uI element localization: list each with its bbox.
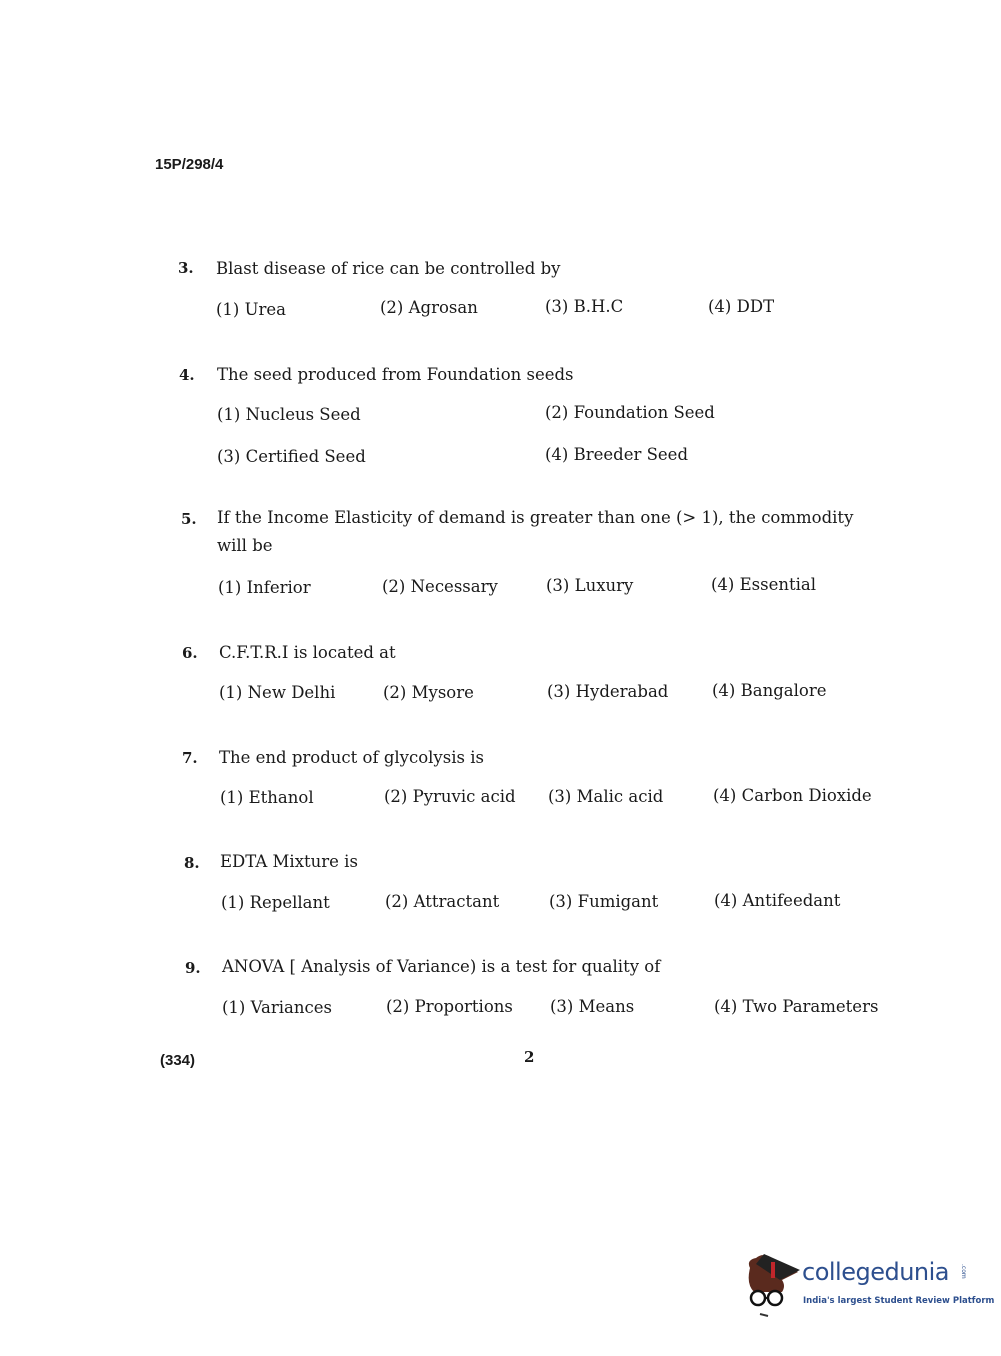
brand-domain: .com	[960, 1264, 967, 1279]
question-text: ANOVA [ Analysis of Variance) is a test for quality of	[222, 957, 661, 976]
answer-option: (3) Malic acid	[548, 787, 664, 806]
answer-option: (4) Antifeedant	[714, 891, 841, 910]
answer-option: (1) Variances	[222, 998, 332, 1017]
answer-option: (2) Agrosan	[380, 298, 478, 317]
question-text: The seed produced from Foundation seeds	[217, 365, 574, 384]
question-text: will be	[217, 536, 273, 555]
answer-option: (4) Essential	[711, 575, 817, 594]
answer-option: (3) Luxury	[546, 576, 634, 595]
question-number: 4.	[179, 366, 195, 384]
answer-option: (1) Nucleus Seed	[217, 405, 361, 424]
answer-option: (2) Mysore	[383, 683, 474, 702]
answer-option: (3) Hyderabad	[547, 682, 669, 701]
page-number: 2	[524, 1048, 535, 1066]
answer-option: (1) Urea	[216, 300, 287, 319]
brand-tagline: India's largest Student Review Platform	[803, 1296, 995, 1306]
question-number: 6.	[182, 644, 198, 662]
question-text: If the Income Elasticity of demand is greater than one (> 1), the commodity	[217, 508, 854, 527]
question-number: 9.	[185, 959, 201, 977]
brand-name: collegedunia	[802, 1258, 950, 1286]
mascot-icon	[742, 1250, 802, 1320]
question-number: 3.	[178, 259, 194, 277]
answer-option: (4) Carbon Dioxide	[713, 786, 872, 805]
answer-option: (3) Certified Seed	[217, 447, 366, 466]
answer-option: (4) DDT	[708, 297, 775, 316]
question-number: 8.	[184, 854, 200, 872]
answer-option: (2) Proportions	[386, 997, 513, 1016]
paper-code: 15P/298/4	[155, 156, 224, 173]
question-text: EDTA Mixture is	[220, 852, 358, 871]
question-text: C.F.T.R.I is located at	[219, 643, 396, 662]
answer-option: (4) Breeder Seed	[545, 445, 689, 464]
booklet-code: (334)	[160, 1052, 196, 1069]
answer-option: (2) Necessary	[382, 577, 498, 596]
question-number: 7.	[182, 749, 198, 767]
answer-option: (3) Means	[550, 997, 635, 1016]
answer-option: (4) Two Parameters	[714, 997, 879, 1016]
answer-option: (3) B.H.C	[545, 297, 624, 316]
question-text: Blast disease of rice can be controlled by	[216, 259, 561, 278]
answer-option: (4) Bangalore	[712, 681, 827, 700]
answer-option: (1) Repellant	[221, 893, 330, 912]
question-text: The end product of glycolysis is	[219, 748, 484, 767]
answer-option: (1) New Delhi	[219, 683, 336, 702]
answer-option: (1) Inferior	[218, 578, 311, 597]
question-number: 5.	[181, 510, 197, 528]
answer-option: (2) Attractant	[385, 892, 500, 911]
answer-option: (3) Fumigant	[549, 892, 659, 911]
answer-option: (2) Foundation Seed	[545, 403, 715, 422]
answer-option: (1) Ethanol	[220, 788, 314, 807]
answer-option: (2) Pyruvic acid	[384, 787, 516, 806]
collegedunia-logo	[742, 1250, 995, 1320]
